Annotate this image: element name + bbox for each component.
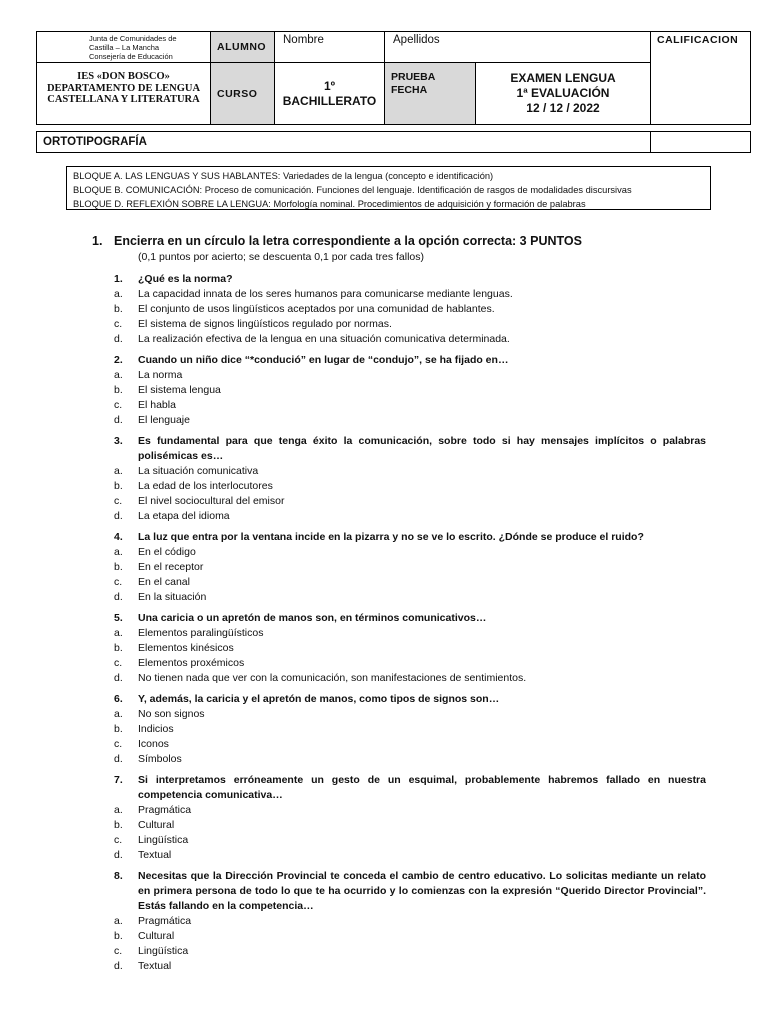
question-item: [114, 611, 706, 686]
option-text: Pragmática: [138, 915, 192, 927]
question-text: La luz que entra por la ventana incide en la pizarra y no se ve lo escrito. ¿Dónde se produce el ruido?: [138, 531, 644, 543]
question-number: 8.: [114, 870, 123, 882]
apellidos-field[interactable]: Apellidos: [385, 32, 651, 63]
school-line: DEPARTAMENTO DE LENGUA: [46, 82, 201, 94]
main-question-text: Encierra en un círculo la letra correspondiente a la opción correcta: 3 PUNTOS: [114, 234, 582, 248]
question-stem: [114, 434, 706, 464]
question-stem: [114, 773, 706, 803]
question-number: 5.: [114, 612, 123, 624]
option-letter: b.: [114, 384, 123, 396]
option-letter: d.: [114, 333, 123, 345]
answer-option[interactable]: [114, 944, 706, 959]
answer-option[interactable]: [114, 383, 706, 398]
option-letter: a.: [114, 369, 123, 381]
alumno-label: ALUMNO: [211, 32, 275, 63]
answer-option[interactable]: [114, 368, 706, 383]
question-number: 7.: [114, 774, 123, 786]
question-text: Necesitas que la Dirección Provincial te conceda el cambio de centro educativo. Lo solicitas mediante un relato en primera persona de todo lo que te ha ocurrido y lo comienzas con la expresión “Querido Director Provincial”. Estás fallando en la competencia…: [138, 870, 706, 912]
option-letter: d.: [114, 753, 123, 765]
answer-option[interactable]: [114, 509, 706, 524]
bloque-line: BLOQUE D. REFLEXIÓN SOBRE LA LENGUA: Morfología nominal. Procedimientos de adquisición y formación de palabras: [73, 199, 586, 209]
option-text: El habla: [138, 399, 176, 411]
option-text: Cultural: [138, 819, 175, 831]
option-letter: d.: [114, 960, 123, 972]
option-letter: a.: [114, 915, 123, 927]
answer-option[interactable]: [114, 707, 706, 722]
option-letter: d.: [114, 510, 123, 522]
junta-line: Consejería de Educación: [89, 52, 173, 61]
option-text: Textual: [138, 960, 172, 972]
option-letter: b.: [114, 642, 123, 654]
question-text: Una caricia o un apretón de manos son, en términos comunicativos…: [138, 612, 487, 624]
ortotipografia-row: [36, 131, 751, 153]
question-text: ¿Qué es la norma?: [138, 273, 233, 285]
option-text: La realización efectiva de la lengua en una situación comunicativa determinada.: [138, 333, 510, 345]
main-question: [92, 234, 582, 248]
option-letter: c.: [114, 738, 123, 750]
answer-option[interactable]: [114, 479, 706, 494]
option-text: Lingüística: [138, 945, 189, 957]
answer-option[interactable]: [114, 464, 706, 479]
option-letter: c.: [114, 495, 123, 507]
fecha-label: FECHA: [391, 84, 428, 96]
option-letter: a.: [114, 465, 123, 477]
option-text: La capacidad innata de los seres humanos para comunicarse mediante lenguas.: [138, 288, 513, 300]
question-stem: [114, 869, 706, 914]
option-text: No tienen nada que ver con la comunicación, son manifestaciones de sentimientos.: [138, 672, 527, 684]
option-letter: c.: [114, 657, 123, 669]
question-number: 3.: [114, 435, 123, 447]
answer-option[interactable]: [114, 752, 706, 767]
ortotipografia-label: ORTOTIPOGRAFÍA: [37, 132, 651, 153]
option-letter: a.: [114, 546, 123, 558]
option-text: El nivel sociocultural del emisor: [138, 495, 285, 507]
option-letter: d.: [114, 414, 123, 426]
option-letter: a.: [114, 627, 123, 639]
question-item: [114, 773, 706, 863]
answer-option[interactable]: [114, 914, 706, 929]
option-letter: d.: [114, 672, 123, 684]
option-text: El sistema lengua: [138, 384, 221, 396]
school-line: IES «DON BOSCO»: [77, 71, 170, 82]
option-letter: a.: [114, 708, 123, 720]
answer-option[interactable]: [114, 737, 706, 752]
question-number: 2.: [114, 354, 123, 366]
answer-option[interactable]: [114, 332, 706, 347]
option-text: El sistema de signos lingüísticos regulado por normas.: [138, 318, 392, 330]
answer-option[interactable]: [114, 722, 706, 737]
answer-option[interactable]: [114, 398, 706, 413]
question-stem: [114, 530, 706, 545]
option-text: Indicios: [138, 723, 174, 735]
answer-option[interactable]: [114, 287, 706, 302]
option-text: El conjunto de usos lingüísticos aceptados por una comunidad de hablantes.: [138, 303, 495, 315]
option-text: La edad de los interlocutores: [138, 480, 273, 492]
option-text: No son signos: [138, 708, 205, 720]
question-text: Si interpretamos erróneamente un gesto de un esquimal, probablemente habremos fallado en nuestra competencia comunicativa…: [138, 774, 706, 801]
option-text: Elementos paralingüísticos: [138, 627, 264, 639]
curso-value: [275, 63, 385, 125]
option-text: Lingüística: [138, 834, 189, 846]
calificacion-field[interactable]: [651, 32, 751, 125]
option-letter: c.: [114, 318, 123, 330]
option-letter: a.: [114, 804, 123, 816]
ortotipografia-score-field[interactable]: [651, 132, 751, 153]
answer-option[interactable]: [114, 656, 706, 671]
answer-option[interactable]: [114, 833, 706, 848]
option-letter: c.: [114, 399, 123, 411]
exam-title-line: EXAMEN LENGUA: [510, 71, 616, 85]
answer-option[interactable]: [114, 545, 706, 560]
option-text: En la situación: [138, 591, 207, 603]
option-letter: a.: [114, 288, 123, 300]
question-item: [114, 353, 706, 428]
answer-option[interactable]: [114, 803, 706, 818]
answer-option[interactable]: [114, 959, 706, 974]
question-item: [114, 530, 706, 605]
option-letter: c.: [114, 834, 123, 846]
answer-option[interactable]: [114, 560, 706, 575]
exam-evaluation: 1ª EVALUACIÓN: [516, 86, 610, 100]
answer-option[interactable]: [114, 590, 706, 605]
option-letter: b.: [114, 930, 123, 942]
curso-label: CURSO: [211, 63, 275, 125]
curso-name: BACHILLERATO: [282, 93, 377, 108]
option-text: Cultural: [138, 930, 175, 942]
question-item: [114, 434, 706, 524]
option-letter: b.: [114, 819, 123, 831]
option-letter: d.: [114, 849, 123, 861]
question-number: 4.: [114, 531, 123, 543]
answer-option[interactable]: [114, 818, 706, 833]
answer-option[interactable]: [114, 848, 706, 863]
main-question-number: 1.: [92, 234, 103, 248]
header-table: [36, 31, 751, 125]
answer-option[interactable]: [114, 302, 706, 317]
question-stem: [114, 353, 706, 368]
bloque-line: BLOQUE B. COMUNICACIÓN: Proceso de comunicación. Funciones del lenguaje. Identificación de rasgos de modalidades discursivas: [73, 185, 632, 195]
option-letter: b.: [114, 480, 123, 492]
option-text: Elementos proxémicos: [138, 657, 245, 669]
question-item: [114, 692, 706, 767]
option-text: El lenguaje: [138, 414, 190, 426]
nombre-field[interactable]: Nombre: [275, 32, 385, 63]
question-number: 6.: [114, 693, 123, 705]
answer-option[interactable]: [114, 494, 706, 509]
junta-line: Castilla – La Mancha: [89, 43, 160, 52]
option-letter: b.: [114, 561, 123, 573]
option-text: Pragmática: [138, 804, 192, 816]
answer-option[interactable]: [114, 626, 706, 641]
question-stem: [114, 611, 706, 626]
bloques-box: [66, 166, 711, 210]
school-line: CASTELLANA Y LITERATURA: [47, 94, 200, 105]
question-stem: [114, 692, 706, 707]
option-letter: b.: [114, 303, 123, 315]
option-letter: b.: [114, 723, 123, 735]
option-text: Iconos: [138, 738, 169, 750]
main-question-note: (0,1 puntos por acierto; se descuenta 0,1 por cada tres fallos): [138, 251, 424, 263]
calificacion-label: CALIFICACION: [657, 34, 739, 46]
curso-level: 1º: [323, 78, 336, 93]
question-item: [114, 869, 706, 974]
answer-option[interactable]: [114, 413, 706, 428]
option-text: Elementos kinésicos: [138, 642, 234, 654]
option-letter: c.: [114, 945, 123, 957]
answer-option[interactable]: [114, 317, 706, 332]
junta-cell: [37, 32, 211, 63]
question-number: 1.: [114, 273, 123, 285]
answer-option[interactable]: [114, 929, 706, 944]
school-cell: [37, 63, 211, 125]
option-letter: d.: [114, 591, 123, 603]
exam-date: 12 / 12 / 2022: [526, 101, 600, 115]
option-text: La norma: [138, 369, 183, 381]
answer-option[interactable]: [114, 575, 706, 590]
question-text: Cuando un niño dice “*condució” en lugar de “condujo”, se ha fijado en…: [138, 354, 509, 366]
question-item: [114, 272, 706, 347]
answer-option[interactable]: [114, 671, 706, 686]
answer-option[interactable]: [114, 641, 706, 656]
option-text: En el receptor: [138, 561, 204, 573]
exam-title: [476, 63, 651, 125]
question-text: Y, además, la caricia y el apretón de manos, como tipos de signos son…: [138, 693, 500, 705]
prueba-label: PRUEBA: [391, 71, 436, 83]
option-text: En el canal: [138, 576, 190, 588]
question-text: Es fundamental para que tenga éxito la comunicación, sobre todo si hay mensajes implícitos o palabras polisémicas es…: [138, 435, 706, 462]
option-text: Textual: [138, 849, 172, 861]
question-list: [114, 272, 706, 980]
prueba-fecha-label: [385, 63, 476, 125]
option-letter: c.: [114, 576, 123, 588]
option-text: La etapa del idioma: [138, 510, 230, 522]
bloque-line: BLOQUE A. LAS LENGUAS Y SUS HABLANTES: Variedades de la lengua (concepto e identificación): [73, 171, 494, 181]
junta-line: Junta de Comunidades de: [89, 34, 177, 43]
option-text: La situación comunicativa: [138, 465, 259, 477]
option-text: En el código: [138, 546, 196, 558]
option-text: Símbolos: [138, 753, 182, 765]
question-stem: [114, 272, 706, 287]
